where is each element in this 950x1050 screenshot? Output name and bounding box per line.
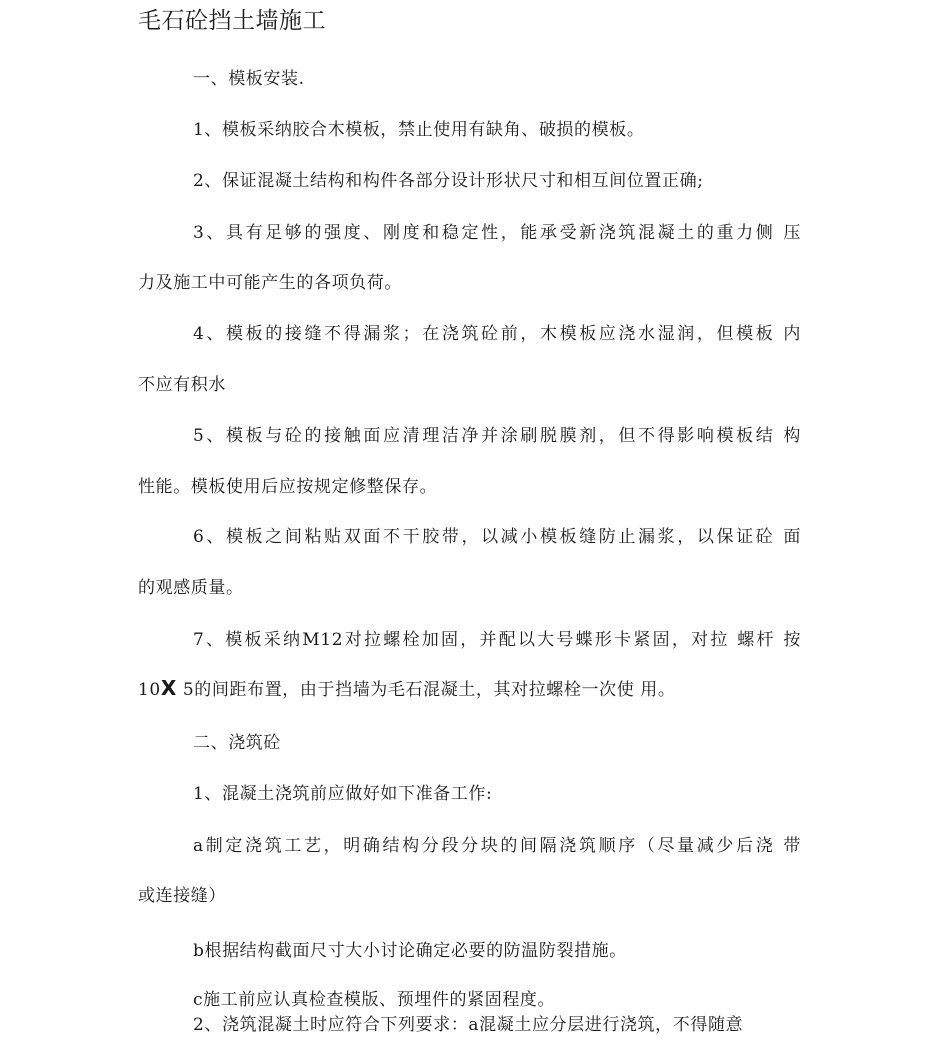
paragraph-item-4-line-1: 4、模板的接缝不得漏浆；在浇筑砼前，木模板应浇水湿润，但模板 内 xyxy=(193,324,801,344)
pouring-item-1: 1、混凝土浇筑前应做好如下准备工作: xyxy=(193,784,493,804)
paragraph-item-2: 2、保证混凝土结构和构件各部分设计形状尺寸和相互间位置正确; xyxy=(193,171,704,191)
section-heading-formwork: 一、模板安装. xyxy=(193,69,305,89)
paragraph-item-6-line-2: 的观感质量。 xyxy=(138,578,244,598)
multiplication-sign: X xyxy=(160,676,177,700)
pouring-item-2: 2、浇筑混凝土时应符合下列要求：a混凝土应分层进行浇筑，不得随意 xyxy=(193,1015,744,1035)
paragraph-item-1: 1、模板采纳胶合木模板，禁止使用有缺角、破损的模板。 xyxy=(193,120,645,140)
pouring-item-c: c施工前应认真检查模版、预埋件的紧固程度。 xyxy=(193,990,556,1010)
paragraph-item-5-line-2: 性能。模板使用后应按规定修整保存。 xyxy=(138,477,438,497)
paragraph-item-7-line-1: 7、模板采纳M12对拉螺栓加固，并配以大号蝶形卡紧固，对拉 螺杆 按 xyxy=(193,630,801,650)
pouring-item-b: b根据结构截面尺寸大小讨论确定必要的防温防裂措施。 xyxy=(193,941,627,961)
paragraph-item-7-rest: 5的间距布置，由于挡墙为毛石混凝土，其对拉螺栓一次使 用。 xyxy=(176,680,676,700)
paragraph-item-5-line-1: 5、模板与砼的接触面应清理洁净并涂刷脱膜剂，但不得影响模板结 构 xyxy=(193,426,801,446)
spacing-prefix: 10 xyxy=(138,680,161,700)
document-title: 毛石砼挡土墙施工 xyxy=(138,8,326,34)
paragraph-item-3-line-2: 力及施工中可能产生的各项负荷。 xyxy=(138,273,402,293)
paragraph-item-3-line-1: 3、具有足够的强度、刚度和稳定性，能承受新浇筑混凝土的重力侧 压 xyxy=(193,223,801,243)
paragraph-item-6-line-1: 6、模板之间粘贴双面不干胶带，以减小模板缝防止漏浆，以保证砼 面 xyxy=(193,527,801,547)
section-heading-pouring: 二、浇筑砼 xyxy=(193,733,281,753)
paragraph-item-7-line-2 xyxy=(138,675,676,700)
paragraph-item-4-line-2: 不应有积水 xyxy=(138,375,226,395)
pouring-item-a-line-2: 或连接缝） xyxy=(138,886,226,906)
pouring-item-a-line-1: a制定浇筑工艺，明确结构分段分块的间隔浇筑顺序（尽量减少后浇 带 xyxy=(193,836,801,856)
